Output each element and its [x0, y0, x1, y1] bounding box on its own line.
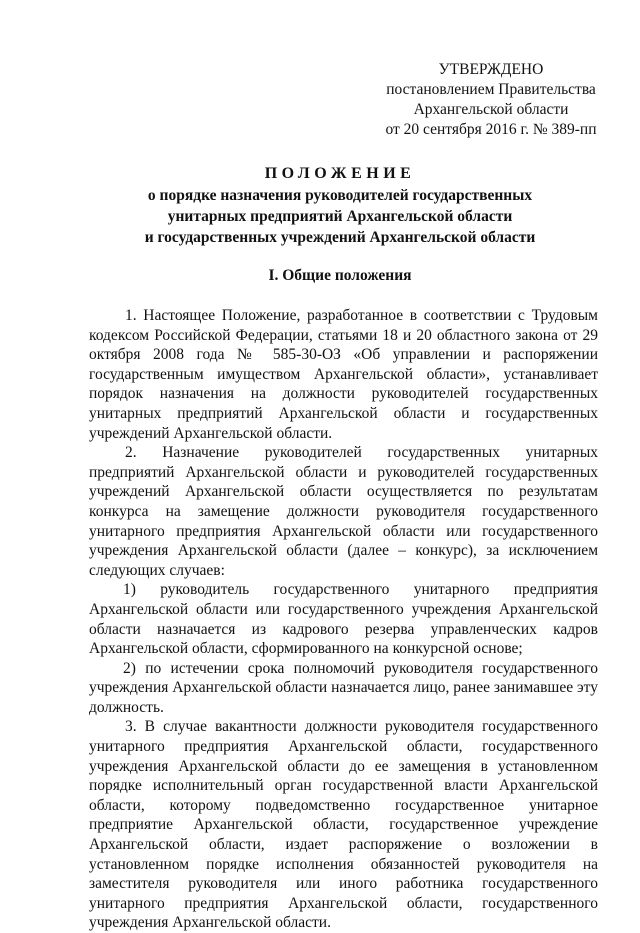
document-subtitle-line-3: и государственных учреждений Архангельской области: [144, 229, 536, 246]
paragraph-2-item-1: 1) руководитель государственного унитарного предприятия Архангельской области или государственного учреждения Архангельской области назначается из кадрового резерва управленческих кадров Архангельской области, сформированного на конкурсной основе;: [89, 581, 598, 658]
document-title-block: [60, 164, 620, 248]
paragraph-1: 1. Настоящее Положение, разработанное в соответствии с Трудовым кодексом Российской Федерации, статьями 18 и 20 областного закона от 29 октября 2008 года № 585-30-ОЗ «Об управлении и распоряжении государственным имуществом Архангельской области», устанавливает порядок назначения на должности руководителей государственных унитарных предприятий Архангельской области и государственных учреждений Архангельской области.: [89, 307, 598, 442]
document-subtitle-line-2: унитарных предприятий Архангельской области: [167, 208, 513, 225]
paragraph-2: 2. Назначение руководителей государственных унитарных предприятий Архангельской области и руководителей государственных учреждений Архангельской области осуществляется по результатам конкурса на замещение должности руководителя государственного унитарного предприятия Архангельской области или государственного учреждения Архангельской области (далее – конкурс), за исключением следующих случаев:: [89, 444, 598, 579]
approval-stamp-block: [376, 60, 606, 140]
approval-region: Архангельской области: [413, 101, 569, 118]
approval-heading: УТВЕРЖДЕНО: [438, 61, 544, 78]
paragraph-3: 3. В случае вакантности должности руководителя государственного унитарного предприятия Архангельской области, государственного учреждения Архангельской области до ее замещения в установленном порядке исполнительный орган государственной власти Архангельской области, которому подведомственно государственное унитарное предприятие Архангельской области, государственное учреждение Архангельской области, издает распоряжение о возложении в установленном порядке исполнения обязанностей руководителя на заместителя руководителя или иного работника государственного унитарного предприятия Архангельской области, государственного учреждения Архангельской области.: [89, 718, 598, 932]
document-body: [89, 306, 598, 933]
approval-date-number: от 20 сентября 2016 г. № 389-пп: [385, 121, 597, 138]
document-title: ПОЛОЖЕНИЕ: [264, 165, 416, 182]
document-subtitle-line-1: о порядке назначения руководителей государственных: [147, 187, 533, 204]
paragraph-2-item-2: 2) по истечении срока полномочий руководителя государственного учреждения Архангельской области назначается лицо, ранее занимавшее эту должность.: [89, 659, 598, 716]
section-heading: I. Общие положения: [268, 267, 412, 284]
approval-authority: постановлением Правительства: [386, 81, 596, 98]
